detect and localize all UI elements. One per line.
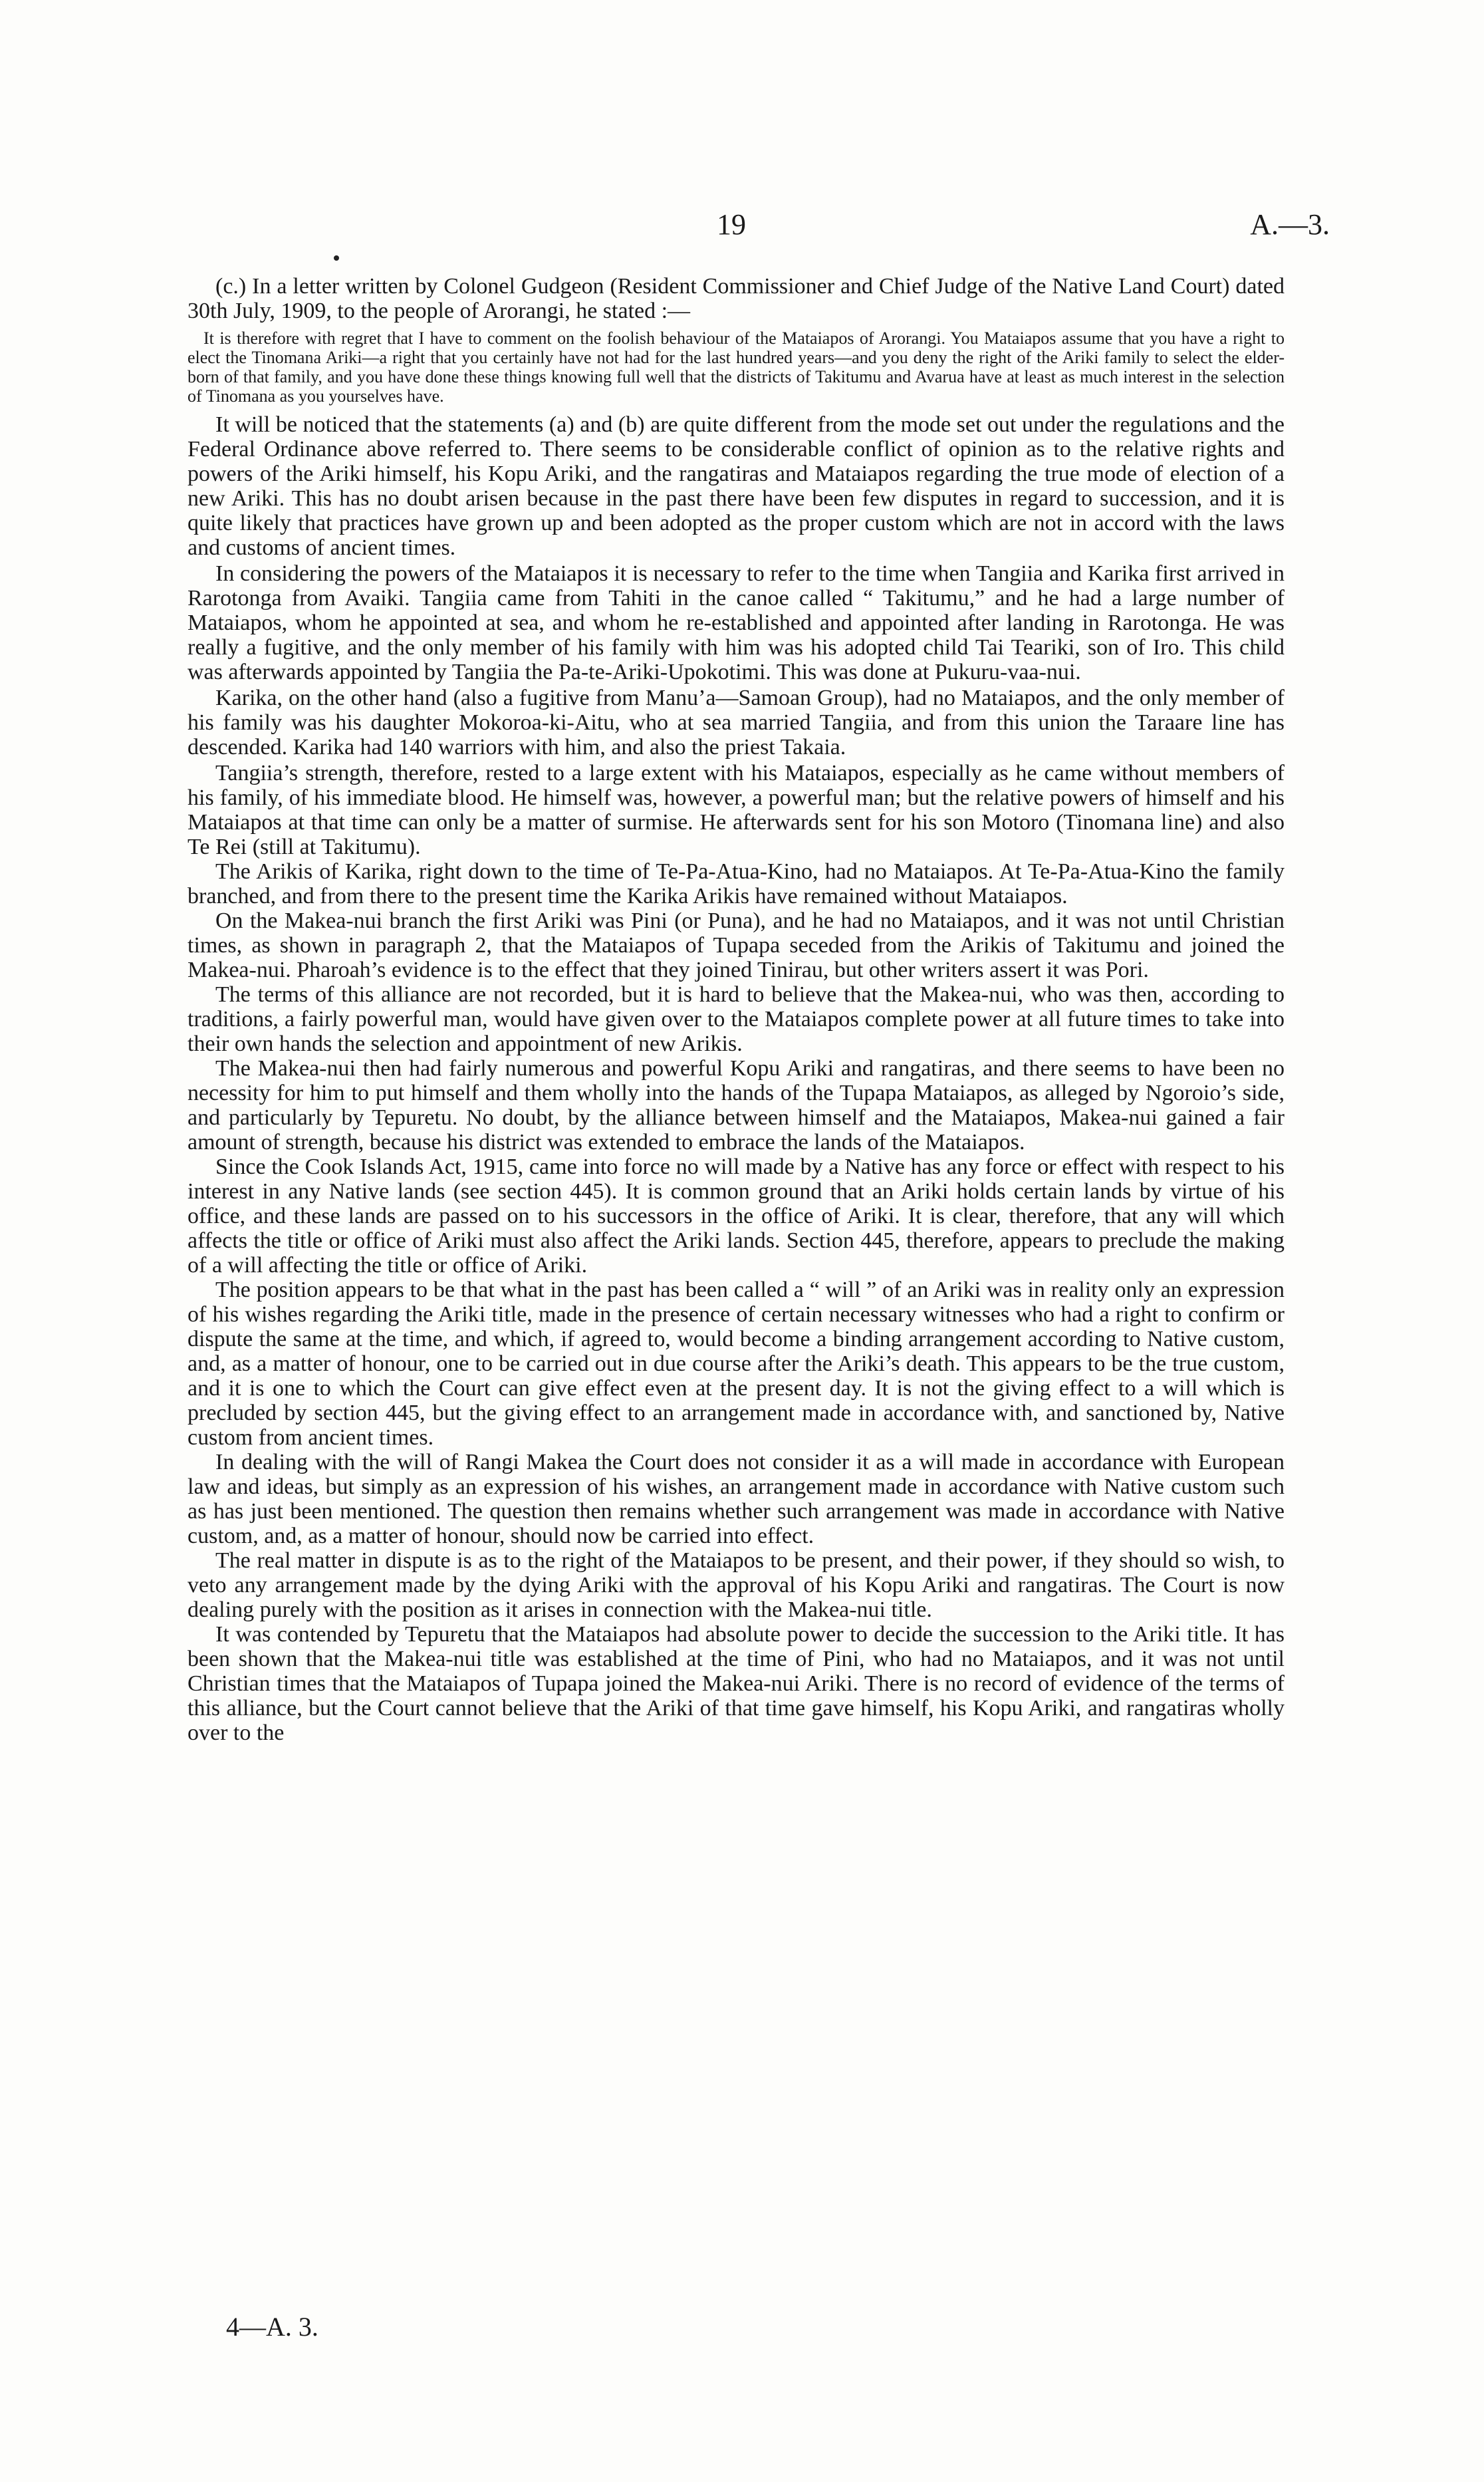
paragraph-makea-nui-branch: On the Makea-nui branch the first Ariki was Pini (or Puna), and he had no Mataiapos, and it was not until Christian times, as shown in paragraph 2, that the Mataiapos of Tupapa seceded from the Arikis of Takitumu and joined the Makea-nui. Pharoah’s evidence is to the effect that they joined Tinirau, but other writers assert it was Pori. bbox=[187, 908, 1285, 982]
paragraph-rangi-makea: In dealing with the will of Rangi Makea the Court does not consider it as a will made in accordance with European law and ideas, but simply as an expression of his wishes, an arrangement made in accordance with Native custom such as has just been mentioned. The question then remains whether such arrangement was made in accordance with Native custom, and, as a matter of honour, should now be carried into effect. bbox=[187, 1450, 1285, 1548]
paragraph-gudgeon-letter: (c.) In a letter written by Colonel Gudgeon (Resident Commissioner and Chief Judge of the Native Land Court) dated 30th July, 1909, to the people of Arorangi, he stated :— bbox=[187, 274, 1285, 323]
document-reference: A.—3. bbox=[1250, 208, 1330, 241]
paragraph-mataiapos-powers: In considering the powers of the Mataiapos it is necessary to refer to the time when Tangiia and Karika first arrived in Rarotonga from Avaiki. Tangiia came from Tahiti in the canoe called “ Takitumu,” and he had a large number of Mataiapos, whom he appointed at sea, and whom he re-established and appointed after landing in Rarotonga. He was really a fugitive, and the only member of his family with him was his adopted child Tai Teariki, son of Iro. This child was afterwards appointed by Tangiia the Pa-te-Ariki-Upokotimi. This was done at Pukuru-vaa-nui. bbox=[187, 561, 1285, 684]
page-number: 19 bbox=[717, 208, 746, 241]
paragraph-karika: Karika, on the other hand (also a fugitive from Manu’a—Samoan Group), had no Mataiapos, and the only member of his family was his daughter Mokoroa-ki-Aitu, who at sea married Tangiia, and from this union the Taraare line has descended. Karika had 140 warriors with him, and also the priest Takaia. bbox=[187, 686, 1285, 759]
print-speck bbox=[334, 255, 339, 261]
paragraph-kopu-ariki: The Makea-nui then had fairly numerous and powerful Kopu Ariki and rangatiras, and there seems to have been no necessity for him to put himself and them wholly into the hands of the Tupapa Mataiapos, as alleged by Ngoroio’s side, and particularly by Tepuretu. No doubt, by the alliance between himself and the Mataiapos, Makea-nui gained a fair amount of strength, because his district was extended to embrace the lands of the Mataiapos. bbox=[187, 1056, 1285, 1155]
body-text bbox=[187, 274, 1285, 1745]
quoted-letter: It is therefore with regret that I have to comment on the foolish behaviour of the Mataiapos of Arorangi. You Mataiapos assume that you have a right to elect the Tinomana Ariki—a right that you certainly have not had for the last hundred years—and you deny the right of the Ariki family to select the elder-born of that family, and you have done these things knowing full well that the districts of Takitumu and Avarua have at least as much interest in the selection of Tinomana as you yourselves have. bbox=[187, 329, 1285, 406]
paragraph-matter-in-dispute: The real matter in dispute is as to the right of the Mataiapos to be present, and their power, if they should so wish, to veto any arrangement made by the dying Ariki with the approval of his Kopu Ariki and rangatiras. The Court is now dealing purely with the position as it arises in connection with the Makea-nui title. bbox=[187, 1548, 1285, 1622]
paragraph-statements: It will be noticed that the statements (a) and (b) are quite different from the mode set out under the regulations and the Federal Ordinance above referred to. There seems to be considerable conflict of opinion as to the relative rights and powers of the Ariki himself, his Kopu Ariki, and the rangatiras and Mataiapos regarding the true mode of election of a new Ariki. This has no doubt arisen because in the past there have been few disputes in regard to succession, and it is quite likely that practices have grown up and been adopted as the proper custom which are not in accord with the laws and customs of ancient times. bbox=[187, 412, 1285, 560]
paragraph-arikis-of-karika: The Arikis of Karika, right down to the time of Te-Pa-Atua-Kino, had no Mataiapos. At Te-Pa-Atua-Kino the family branched, and from there to the present time the Karika Arikis have remained without Mataiapos. bbox=[187, 859, 1285, 908]
paragraph-cook-islands-act: Since the Cook Islands Act, 1915, came into force no will made by a Native has any force or effect with respect to his interest in any Native lands (see section 445). It is common ground that an Ariki holds certain lands by virtue of his office, and these lands are passed on to his successors in the office of Ariki. It is clear, therefore, that any will which affects the title or office of Ariki must also affect the Ariki lands. Section 445, therefore, appears to preclude the making of a will affecting the title or office of Ariki. bbox=[187, 1155, 1285, 1278]
paragraph-will-of-ariki: The position appears to be that what in the past has been called a “ will ” of an Ariki was in reality only an expression of his wishes regarding the Ariki title, made in the presence of certain necessary witnesses who had a right to confirm or dispute the same at the time, and which, if agreed to, would become a binding arrangement according to Native custom, and, as a matter of honour, one to be carried out in due course after the Ariki’s death. This appears to be the true custom, and it is one to which the Court can give effect even at the present day. It is not the giving effect to a will which is precluded by section 445, but the giving effect to an arrangement made in accordance with, and sanctioned by, Native custom from ancient times. bbox=[187, 1278, 1285, 1450]
paragraph-alliance-terms: The terms of this alliance are not recorded, but it is hard to believe that the Makea-nui, who was then, according to traditions, a fairly powerful man, would have given over to the Mataiapos complete power at all future times to take into their own hands the selection and appointment of new Arikis. bbox=[187, 982, 1285, 1056]
paragraph-tangiia-strength: Tangiia’s strength, therefore, rested to a large extent with his Mataiapos, especially as he came without members of his family, of his immediate blood. He himself was, however, a powerful man; but the relative powers of himself and his Mataiapos at that time can only be a matter of surmise. He afterwards sent for his son Motoro (Tinomana line) and also Te Rei (still at Takitumu). bbox=[187, 761, 1285, 859]
footer-signature: 4—A. 3. bbox=[226, 2312, 318, 2342]
paragraph-tepuretu-contention: It was contended by Tepuretu that the Mataiapos had absolute power to decide the succession to the Ariki title. It has been shown that the Makea-nui title was established at the time of Pini, who had no Mataiapos, and it was not until Christian times that the Mataiapos of Tupapa joined the Makea-nui Ariki. There is no record of evidence of the terms of this alliance, but the Court cannot believe that the Ariki of that time gave himself, his Kopu Ariki, and rangatiras wholly over to the bbox=[187, 1622, 1285, 1745]
